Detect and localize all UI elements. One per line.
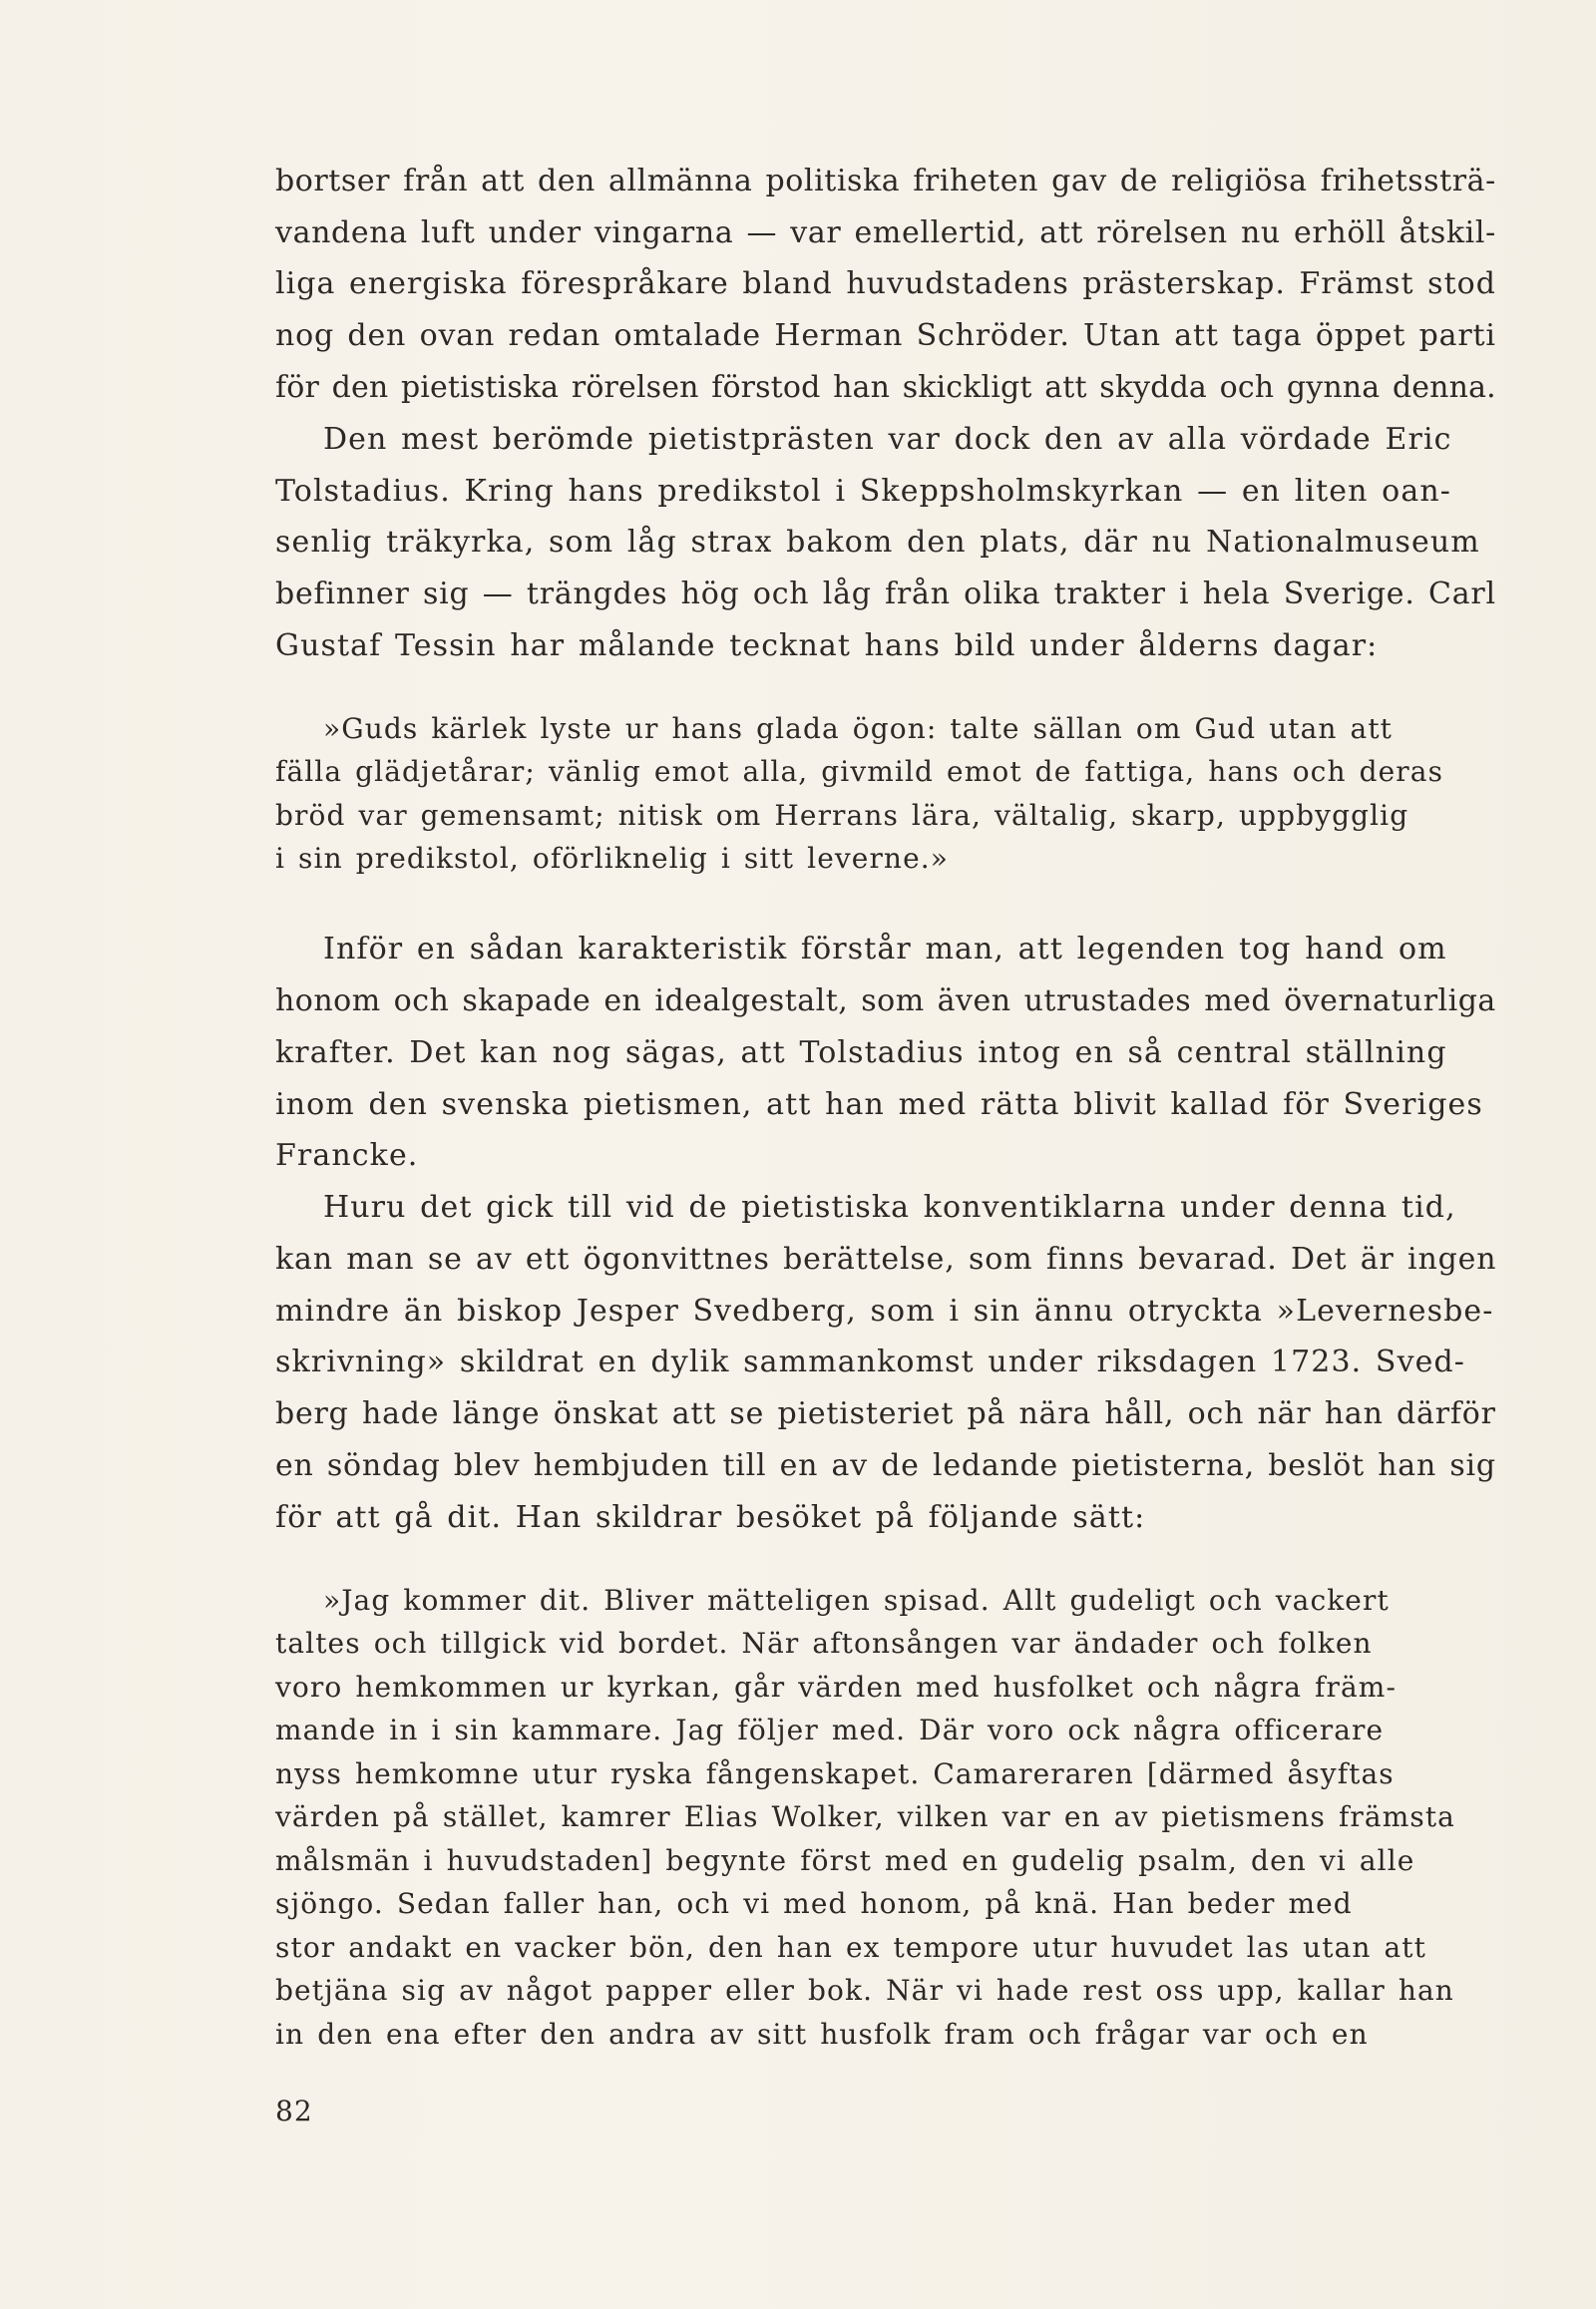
text-line: för att gå dit. Han skildrar besöket på följande sätt: [275, 1500, 1146, 1535]
text-line: Francke. [275, 1138, 419, 1173]
quote-line: stor andakt en vacker bön, den han ex tempore utur huvudet las utan att [275, 1931, 1427, 1964]
quote-line: värden på stället, kamrer Elias Wolker, vilken var en av pietismens främsta [275, 1800, 1455, 1833]
quote-line: nyss hemkomne utur ryska fångenskapet. Camareraren [därmed åsyftas [275, 1757, 1395, 1790]
page-number: 82 [275, 2095, 313, 2127]
text-line: krafter. Det kan nog sägas, att Tolstadius intog en så central ställning [275, 1035, 1447, 1070]
text-line: mindre än biskop Jesper Svedberg, som i sin ännu otryckta »Levernesbe- [275, 1294, 1494, 1329]
text-line: Gustaf Tessin har målande tecknat hans bild under ålderns dagar: [275, 628, 1379, 663]
quote-line: »Jag kommer dit. Bliver mätteligen spisad. Allt gudeligt och vackert [323, 1584, 1390, 1617]
text-line: Huru det gick till vid de pietistiska konventiklarna under denna tid, [323, 1190, 1456, 1225]
quote-line: fälla glädjetårar; vänlig emot alla, givmild emot de fattiga, hans och deras [275, 755, 1444, 788]
text-line: vandena luft under vingarna — var emellertid, att rörelsen nu erhöll åtskil- [275, 215, 1496, 250]
text-line: bortser från att den allmänna politiska friheten gav de religiösa frihetssträ- [275, 164, 1496, 198]
quote-line: sjöngo. Sedan faller han, och vi med honom, på knä. Han beder med [275, 1887, 1353, 1920]
text-line: Inför en sådan karakteristik förstår man, att legenden tog hand om [323, 932, 1447, 966]
text-line: honom och skapade en idealgestalt, som även utrustades med övernaturliga [275, 983, 1496, 1018]
text-line: skrivning» skildrat en dylik sammankomst under riksdagen 1723. Sved- [275, 1345, 1466, 1379]
text-line: befinner sig — trängdes hög och låg från olika trakter i hela Sverige. Carl [275, 577, 1496, 611]
quote-line: »Guds kärlek lyste ur hans glada ögon: talte sällan om Gud utan att [323, 712, 1394, 745]
text-line: nog den ovan redan omtalade Herman Schröder. Utan att taga öppet parti [275, 318, 1496, 353]
text-line: berg hade länge önskat att se pietisteriet på nära håll, och när han därför [275, 1396, 1496, 1431]
quote-line: betjäna sig av något papper eller bok. När vi hade rest oss upp, kallar han [275, 1974, 1454, 2007]
text-line: liga energiska förespråkare bland huvudstadens prästerskap. Främst stod [275, 266, 1496, 301]
text-line: en söndag blev hembjuden till en av de ledande pietisterna, beslöt han sig [275, 1448, 1496, 1483]
text-line: kan man se av ett ögonvittnes berättelse, som finns bevarad. Det är ingen [275, 1242, 1497, 1277]
quote-line: voro hemkommen ur kyrkan, går värden med husfolket och några främ- [275, 1671, 1397, 1704]
quote-line: in den ena efter den andra av sitt husfolk fram och frågar var och en [275, 2018, 1369, 2051]
text-line: inom den svenska pietismen, att han med rätta blivit kallad för Sveriges [275, 1087, 1483, 1122]
quote-line: bröd var gemensamt; nitisk om Herrans lära, vältalig, skarp, uppbygglig [275, 799, 1409, 832]
quote-line: i sin predikstol, oförliknelig i sitt leverne.» [275, 842, 949, 875]
quote-line: mande in i sin kammare. Jag följer med. Där voro ock några officerare [275, 1714, 1385, 1746]
quote-line: målsmän i huvudstaden] begynte först med en gudelig psalm, den vi alle [275, 1844, 1415, 1877]
text-line: Tolstadius. Kring hans predikstol i Skeppsholmskyrkan — en liten oan- [275, 474, 1451, 509]
text-line: Den mest berömde pietistprästen var dock den av alla vördade Eric [323, 422, 1452, 457]
text-line: senlig träkyrka, som låg strax bakom den plats, där nu Nationalmuseum [275, 525, 1480, 560]
text-line: för den pietistiska rörelsen förstod han skickligt att skydda och gynna denna. [275, 370, 1496, 405]
quote-line: taltes och tillgick vid bordet. När aftonsången var ändader och folken [275, 1627, 1373, 1660]
